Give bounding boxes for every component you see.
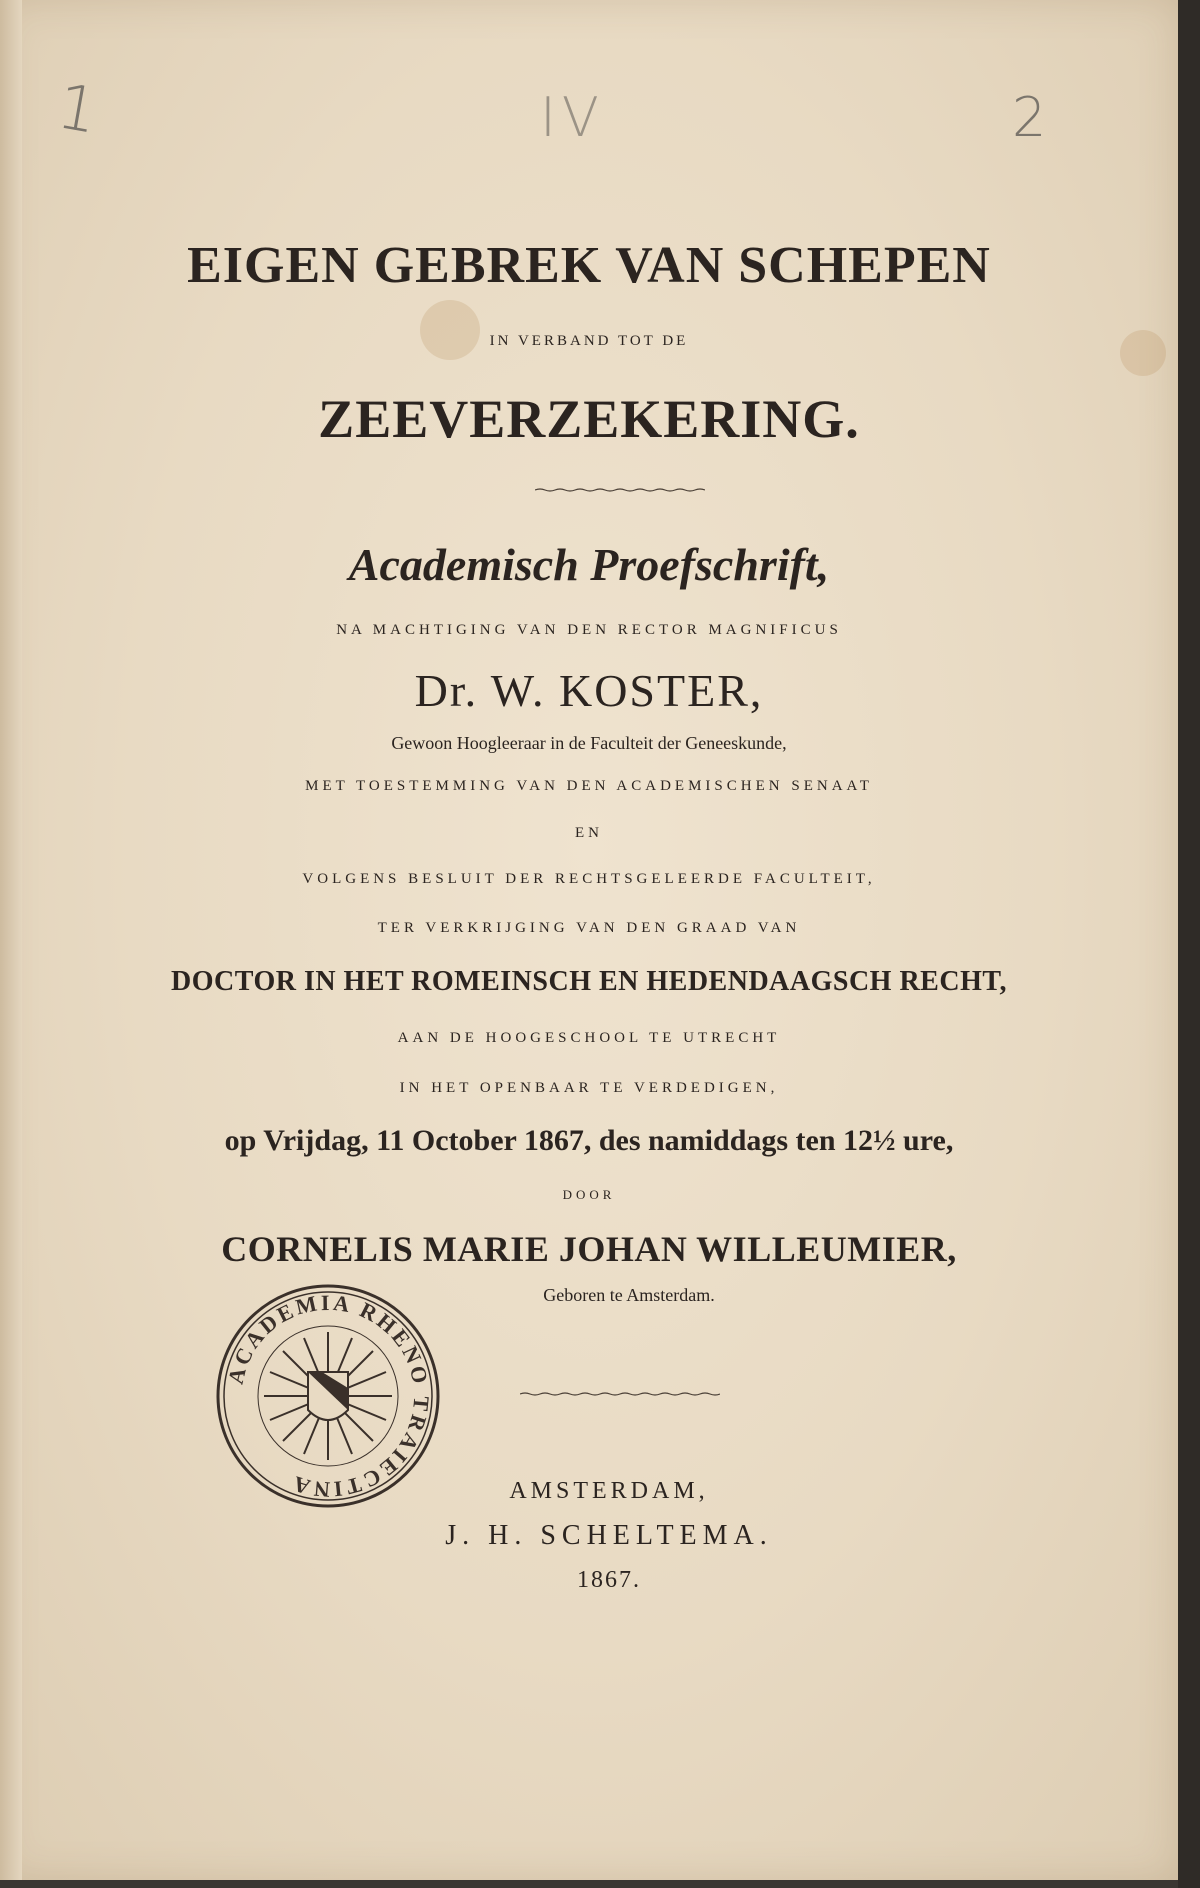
imprint-city: AMSTERDAM, [509,1478,709,1504]
pencil-mark-left: 1 [51,69,104,148]
pencil-mark-right: 2 [1012,86,1047,149]
line-hoogeschool: AAN DE HOOGESCHOOL TE UTRECHT [397,1030,781,1046]
line-na-machtiging: NA MACHTIGING VAN DEN RECTOR MAGNIFICUS [336,622,842,638]
ornament-rule-bottom [520,1392,720,1396]
thesis-heading: Academisch Proefschrift, [348,539,830,590]
line-en: EN [575,825,603,841]
defense-date: op Vrijdag, 11 October 1867, des namiddags ten 12½ ure, [224,1124,954,1157]
title-line-1: EIGEN GEBREK VAN SCHEPEN [187,237,991,294]
line-toestemming: MET TOESTEMMING VAN DEN ACADEMISCHEN SENAAT [305,778,873,794]
pencil-mark-center: IV [540,86,605,149]
title-line-3: ZEEVERZEKERING. [318,389,860,449]
line-besluit: VOLGENS BESLUIT DER RECHTSGELEERDE FACULTEIT, [302,871,876,887]
rector-name: Dr. W. KOSTER, [414,665,764,716]
author-name: CORNELIS MARIE JOHAN WILLEUMIER, [221,1229,957,1269]
rector-title: Gewoon Hoogleeraar in de Faculteit der Geneeskunde, [391,733,787,753]
scan-background-edge [1178,0,1200,1888]
imprint-publisher: J. H. SCHELTEMA. [445,1520,773,1551]
svg-text:ACADEMIA RHENO TRAIECTINA: ACADEMIA RHENO TRAIECTINA [222,1289,435,1503]
foxing-stain [420,300,480,360]
author-birthplace: Geboren te Amsterdam. [543,1285,715,1305]
title-line-2: IN VERBAND TOT DE [489,333,689,349]
line-verkrijging: TER VERKRIJGING VAN DEN GRAAD VAN [377,920,801,936]
degree-title: DOCTOR IN HET ROMEINSCH EN HEDENDAAGSCH RECHT, [171,966,1007,997]
line-verdedigen: IN HET OPENBAAR TE VERDEDIGEN, [399,1080,779,1096]
imprint-year: 1867. [577,1567,641,1593]
line-door: DOOR [562,1187,616,1202]
ornament-rule-top [535,488,705,492]
